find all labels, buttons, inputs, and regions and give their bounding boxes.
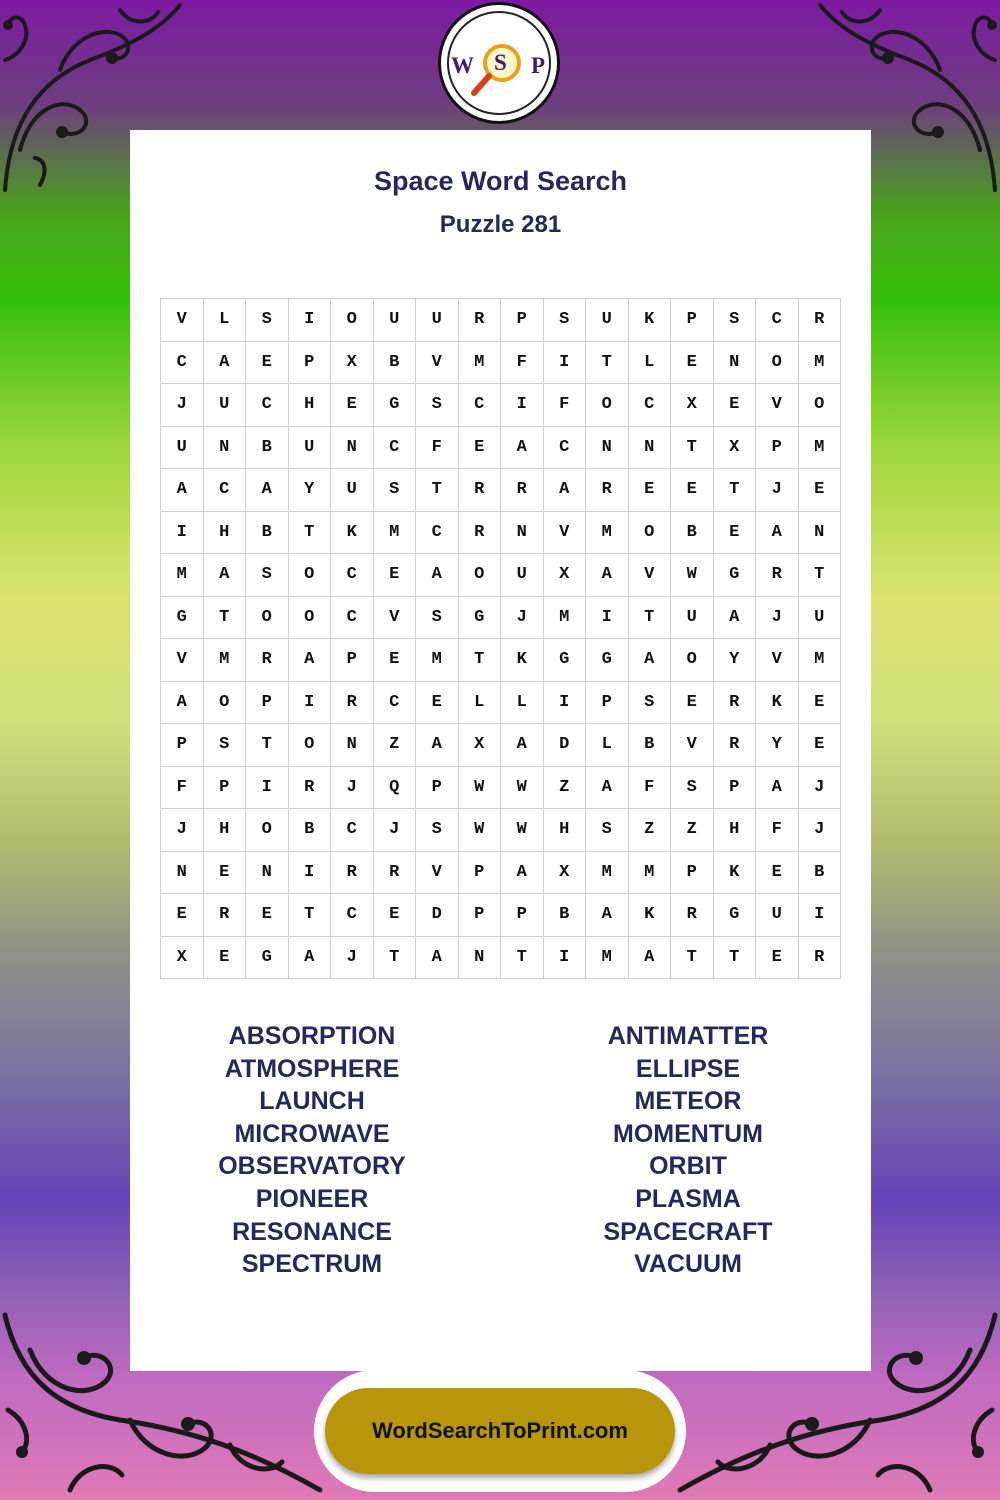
- grid-cell[interactable]: R: [459, 512, 502, 555]
- word-list-item: ABSORPTION: [228, 1022, 396, 1050]
- puzzle-number: Puzzle 281: [439, 211, 562, 238]
- grid-cell[interactable]: T: [416, 469, 459, 512]
- grid-cell[interactable]: T: [501, 937, 544, 980]
- grid-cell[interactable]: A: [204, 554, 247, 597]
- grid-cell[interactable]: B: [289, 809, 332, 852]
- grid-cell[interactable]: S: [586, 809, 629, 852]
- grid-cell[interactable]: P: [246, 682, 289, 725]
- grid-cell[interactable]: T: [586, 342, 629, 385]
- grid-cell[interactable]: E: [629, 469, 672, 512]
- grid-cell[interactable]: C: [246, 384, 289, 427]
- grid-cell[interactable]: E: [416, 682, 459, 725]
- grid-cell[interactable]: G: [544, 639, 587, 682]
- grid-cell[interactable]: V: [416, 342, 459, 385]
- grid-cell[interactable]: L: [586, 724, 629, 767]
- grid-cell[interactable]: B: [246, 512, 289, 555]
- grid-cell[interactable]: A: [586, 554, 629, 597]
- grid-cell[interactable]: P: [756, 427, 799, 470]
- grid-cell[interactable]: A: [544, 469, 587, 512]
- grid-cell[interactable]: J: [374, 809, 417, 852]
- grid-cell[interactable]: O: [629, 512, 672, 555]
- grid-cell[interactable]: R: [331, 682, 374, 725]
- grid-cell[interactable]: J: [331, 937, 374, 980]
- grid-cell[interactable]: V: [544, 512, 587, 555]
- grid-cell[interactable]: S: [204, 724, 247, 767]
- grid-cell[interactable]: Z: [544, 767, 587, 810]
- letter-grid: [160, 298, 841, 979]
- grid-cell[interactable]: N: [331, 427, 374, 470]
- grid-cell[interactable]: R: [459, 469, 502, 512]
- grid-cell[interactable]: P: [459, 852, 502, 895]
- grid-cell[interactable]: M: [204, 639, 247, 682]
- grid-cell[interactable]: S: [714, 299, 757, 342]
- grid-cell[interactable]: R: [459, 299, 502, 342]
- grid-cell[interactable]: C: [459, 384, 502, 427]
- grid-cell[interactable]: C: [629, 384, 672, 427]
- grid-cell[interactable]: V: [756, 639, 799, 682]
- grid-cell[interactable]: S: [246, 554, 289, 597]
- grid-cell[interactable]: R: [799, 937, 842, 980]
- grid-cell[interactable]: C: [331, 597, 374, 640]
- grid-cell[interactable]: C: [544, 427, 587, 470]
- grid-cell[interactable]: K: [629, 299, 672, 342]
- grid-cell[interactable]: R: [714, 682, 757, 725]
- grid-cell[interactable]: C: [161, 342, 204, 385]
- grid-cell[interactable]: U: [586, 299, 629, 342]
- grid-cell[interactable]: R: [289, 767, 332, 810]
- grid-cell[interactable]: E: [204, 937, 247, 980]
- grid-cell[interactable]: A: [416, 554, 459, 597]
- grid-cell[interactable]: K: [501, 639, 544, 682]
- grid-cell[interactable]: J: [756, 469, 799, 512]
- grid-cell[interactable]: F: [544, 384, 587, 427]
- grid-cell[interactable]: E: [756, 852, 799, 895]
- grid-cell[interactable]: P: [714, 767, 757, 810]
- grid-cell[interactable]: G: [161, 597, 204, 640]
- logo-letter-w: W: [451, 53, 474, 78]
- grid-cell[interactable]: U: [204, 384, 247, 427]
- grid-cell[interactable]: J: [161, 809, 204, 852]
- grid-cell[interactable]: N: [586, 427, 629, 470]
- grid-cell[interactable]: J: [161, 384, 204, 427]
- grid-cell[interactable]: S: [416, 384, 459, 427]
- grid-cell[interactable]: F: [756, 809, 799, 852]
- word-list-item: MOMENTUM: [613, 1119, 763, 1148]
- grid-cell[interactable]: K: [629, 894, 672, 937]
- grid-cell[interactable]: J: [331, 767, 374, 810]
- grid-cell[interactable]: Y: [289, 469, 332, 512]
- grid-cell[interactable]: A: [629, 937, 672, 980]
- grid-cell[interactable]: N: [246, 852, 289, 895]
- grid-cell[interactable]: N: [161, 852, 204, 895]
- grid-cell[interactable]: E: [671, 469, 714, 512]
- grid-cell[interactable]: O: [246, 809, 289, 852]
- grid-cell[interactable]: E: [714, 512, 757, 555]
- grid-cell[interactable]: T: [671, 427, 714, 470]
- grid-cell[interactable]: Z: [374, 724, 417, 767]
- grid-cell[interactable]: U: [671, 597, 714, 640]
- grid-cell[interactable]: S: [246, 299, 289, 342]
- grid-cell[interactable]: A: [501, 427, 544, 470]
- grid-cell[interactable]: B: [629, 724, 672, 767]
- grid-cell[interactable]: E: [161, 894, 204, 937]
- grid-cell[interactable]: J: [756, 597, 799, 640]
- grid-cell[interactable]: W: [459, 809, 502, 852]
- site-logo[interactable]: [438, 2, 560, 124]
- grid-cell[interactable]: O: [799, 384, 842, 427]
- page-title: Space Word Search: [373, 166, 628, 196]
- word-list-right: [548, 1020, 828, 1281]
- grid-cell[interactable]: R: [331, 852, 374, 895]
- grid-cell[interactable]: S: [671, 767, 714, 810]
- grid-cell[interactable]: N: [714, 342, 757, 385]
- grid-cell[interactable]: P: [501, 894, 544, 937]
- grid-cell[interactable]: T: [629, 597, 672, 640]
- grid-cell[interactable]: G: [586, 639, 629, 682]
- grid-cell[interactable]: M: [799, 342, 842, 385]
- grid-cell[interactable]: C: [374, 682, 417, 725]
- grid-cell[interactable]: C: [331, 809, 374, 852]
- grid-cell[interactable]: U: [331, 469, 374, 512]
- grid-cell[interactable]: P: [204, 767, 247, 810]
- grid-cell[interactable]: L: [501, 682, 544, 725]
- grid-cell[interactable]: E: [331, 384, 374, 427]
- grid-cell[interactable]: I: [289, 299, 332, 342]
- grid-cell[interactable]: R: [204, 894, 247, 937]
- grid-cell[interactable]: V: [416, 852, 459, 895]
- grid-cell[interactable]: M: [799, 427, 842, 470]
- grid-cell[interactable]: Z: [629, 809, 672, 852]
- grid-cell[interactable]: E: [799, 469, 842, 512]
- word-list-left: [172, 1020, 452, 1281]
- grid-cell[interactable]: A: [629, 639, 672, 682]
- grid-cell[interactable]: Z: [671, 809, 714, 852]
- grid-cell[interactable]: C: [331, 894, 374, 937]
- grid-cell[interactable]: I: [544, 682, 587, 725]
- grid-cell[interactable]: F: [416, 427, 459, 470]
- grid-cell[interactable]: S: [629, 682, 672, 725]
- grid-cell[interactable]: V: [756, 384, 799, 427]
- grid-cell[interactable]: D: [416, 894, 459, 937]
- grid-cell[interactable]: U: [161, 427, 204, 470]
- grid-cell[interactable]: V: [629, 554, 672, 597]
- grid-cell[interactable]: X: [671, 384, 714, 427]
- grid-cell[interactable]: G: [714, 554, 757, 597]
- word-list-item: SPECTRUM: [241, 1250, 383, 1279]
- grid-cell[interactable]: I: [289, 852, 332, 895]
- grid-cell[interactable]: I: [544, 342, 587, 385]
- grid-cell[interactable]: E: [714, 384, 757, 427]
- grid-cell[interactable]: E: [756, 937, 799, 980]
- grid-cell[interactable]: B: [671, 512, 714, 555]
- grid-cell[interactable]: O: [289, 554, 332, 597]
- grid-cell[interactable]: N: [799, 512, 842, 555]
- grid-cell[interactable]: T: [246, 724, 289, 767]
- word-list-item: PLASMA: [635, 1184, 741, 1213]
- word-list-item: ANTIMATTER: [607, 1022, 769, 1050]
- grid-cell[interactable]: E: [671, 682, 714, 725]
- grid-cell[interactable]: A: [161, 469, 204, 512]
- grid-cell[interactable]: M: [161, 554, 204, 597]
- grid-cell[interactable]: V: [161, 639, 204, 682]
- word-list-item: ATMOSPHERE: [224, 1054, 400, 1083]
- word-list-item: LAUNCH: [259, 1087, 365, 1116]
- grid-cell[interactable]: E: [799, 724, 842, 767]
- grid-cell[interactable]: T: [459, 639, 502, 682]
- grid-cell[interactable]: V: [671, 724, 714, 767]
- grid-cell[interactable]: C: [756, 299, 799, 342]
- grid-cell[interactable]: F: [161, 767, 204, 810]
- word-list-item: MICROWAVE: [234, 1119, 390, 1148]
- grid-cell[interactable]: O: [459, 554, 502, 597]
- grid-cell[interactable]: X: [459, 724, 502, 767]
- grid-cell[interactable]: A: [586, 767, 629, 810]
- word-list-item: METEOR: [634, 1087, 742, 1116]
- grid-cell[interactable]: N: [204, 427, 247, 470]
- grid-cell[interactable]: R: [501, 469, 544, 512]
- grid-cell[interactable]: S: [416, 597, 459, 640]
- grid-cell[interactable]: U: [374, 299, 417, 342]
- grid-cell[interactable]: E: [374, 554, 417, 597]
- grid-cell[interactable]: O: [331, 299, 374, 342]
- grid-cell[interactable]: O: [756, 342, 799, 385]
- word-list-item: RESONANCE: [232, 1217, 392, 1246]
- grid-cell[interactable]: N: [629, 427, 672, 470]
- grid-cell[interactable]: L: [629, 342, 672, 385]
- grid-cell[interactable]: T: [374, 937, 417, 980]
- grid-cell[interactable]: E: [204, 852, 247, 895]
- grid-cell[interactable]: O: [204, 682, 247, 725]
- grid-cell[interactable]: T: [799, 554, 842, 597]
- grid-cell[interactable]: J: [501, 597, 544, 640]
- grid-cell[interactable]: W: [459, 767, 502, 810]
- grid-cell[interactable]: Y: [714, 639, 757, 682]
- grid-cell[interactable]: A: [161, 682, 204, 725]
- grid-cell[interactable]: J: [799, 809, 842, 852]
- grid-cell[interactable]: H: [204, 512, 247, 555]
- word-list-item: ELLIPSE: [635, 1054, 741, 1083]
- grid-cell[interactable]: B: [374, 342, 417, 385]
- grid-cell[interactable]: I: [586, 597, 629, 640]
- grid-cell[interactable]: P: [671, 299, 714, 342]
- grid-cell[interactable]: M: [544, 597, 587, 640]
- grid-cell[interactable]: I: [799, 894, 842, 937]
- grid-cell[interactable]: Y: [756, 724, 799, 767]
- grid-cell[interactable]: E: [374, 894, 417, 937]
- grid-cell[interactable]: B: [246, 427, 289, 470]
- grid-cell[interactable]: C: [204, 469, 247, 512]
- grid-cell[interactable]: M: [374, 512, 417, 555]
- logo-letter-p: P: [531, 53, 546, 78]
- grid-cell[interactable]: K: [331, 512, 374, 555]
- grid-cell[interactable]: E: [671, 342, 714, 385]
- grid-cell[interactable]: B: [799, 852, 842, 895]
- grid-cell[interactable]: V: [374, 597, 417, 640]
- grid-cell[interactable]: P: [459, 894, 502, 937]
- grid-cell[interactable]: G: [714, 894, 757, 937]
- grid-cell[interactable]: U: [501, 554, 544, 597]
- grid-cell[interactable]: N: [459, 937, 502, 980]
- grid-cell[interactable]: L: [204, 299, 247, 342]
- grid-cell[interactable]: W: [501, 809, 544, 852]
- grid-cell[interactable]: T: [714, 937, 757, 980]
- grid-cell[interactable]: P: [416, 767, 459, 810]
- grid-cell[interactable]: R: [586, 469, 629, 512]
- grid-cell[interactable]: M: [586, 512, 629, 555]
- word-list-item: SPACECRAFT: [603, 1217, 773, 1246]
- word-list-item: OBSERVATORY: [218, 1152, 406, 1181]
- grid-cell[interactable]: T: [289, 512, 332, 555]
- grid-cell[interactable]: A: [714, 597, 757, 640]
- grid-cell[interactable]: O: [671, 639, 714, 682]
- grid-cell[interactable]: I: [544, 937, 587, 980]
- grid-cell[interactable]: E: [799, 682, 842, 725]
- grid-cell[interactable]: G: [246, 937, 289, 980]
- grid-cell[interactable]: M: [416, 639, 459, 682]
- grid-cell[interactable]: A: [501, 852, 544, 895]
- grid-cell[interactable]: Q: [374, 767, 417, 810]
- grid-cell[interactable]: M: [586, 937, 629, 980]
- grid-cell[interactable]: R: [246, 639, 289, 682]
- logo-letter-s: S: [494, 50, 507, 75]
- grid-cell[interactable]: A: [416, 937, 459, 980]
- grid-cell[interactable]: A: [246, 469, 289, 512]
- grid-cell[interactable]: K: [756, 682, 799, 725]
- grid-cell[interactable]: I: [289, 682, 332, 725]
- grid-cell[interactable]: R: [374, 852, 417, 895]
- grid-cell[interactable]: E: [246, 342, 289, 385]
- grid-cell[interactable]: A: [501, 724, 544, 767]
- grid-cell[interactable]: V: [161, 299, 204, 342]
- grid-cell[interactable]: C: [331, 554, 374, 597]
- grid-cell[interactable]: X: [714, 427, 757, 470]
- grid-cell[interactable]: H: [544, 809, 587, 852]
- puzzle-panel: [130, 130, 871, 1371]
- grid-cell[interactable]: O: [586, 384, 629, 427]
- grid-cell[interactable]: A: [756, 512, 799, 555]
- grid-cell[interactable]: I: [161, 512, 204, 555]
- grid-cell[interactable]: E: [246, 894, 289, 937]
- grid-cell[interactable]: W: [671, 554, 714, 597]
- grid-cell[interactable]: P: [161, 724, 204, 767]
- grid-cell[interactable]: S: [374, 469, 417, 512]
- grid-cell[interactable]: G: [374, 384, 417, 427]
- word-list-item: PIONEER: [255, 1184, 369, 1213]
- grid-cell[interactable]: U: [756, 894, 799, 937]
- grid-cell[interactable]: A: [586, 894, 629, 937]
- grid-cell[interactable]: P: [586, 682, 629, 725]
- grid-cell[interactable]: N: [501, 512, 544, 555]
- grid-cell[interactable]: A: [289, 937, 332, 980]
- grid-cell[interactable]: N: [331, 724, 374, 767]
- grid-cell[interactable]: H: [714, 809, 757, 852]
- grid-cell[interactable]: M: [586, 852, 629, 895]
- grid-cell[interactable]: A: [756, 767, 799, 810]
- grid-cell[interactable]: P: [289, 342, 332, 385]
- grid-cell[interactable]: C: [374, 427, 417, 470]
- grid-cell[interactable]: O: [289, 597, 332, 640]
- grid-cell[interactable]: K: [714, 852, 757, 895]
- grid-cell[interactable]: X: [544, 852, 587, 895]
- grid-cell[interactable]: I: [246, 767, 289, 810]
- grid-cell[interactable]: O: [289, 724, 332, 767]
- grid-cell[interactable]: O: [246, 597, 289, 640]
- grid-cell[interactable]: T: [714, 469, 757, 512]
- grid-cell[interactable]: M: [799, 639, 842, 682]
- grid-cell[interactable]: G: [459, 597, 502, 640]
- grid-cell[interactable]: X: [161, 937, 204, 980]
- grid-cell[interactable]: U: [799, 597, 842, 640]
- grid-cell[interactable]: J: [799, 767, 842, 810]
- grid-cell[interactable]: S: [416, 809, 459, 852]
- grid-cell[interactable]: R: [756, 554, 799, 597]
- grid-cell[interactable]: R: [799, 299, 842, 342]
- grid-cell[interactable]: T: [671, 937, 714, 980]
- grid-cell[interactable]: E: [374, 639, 417, 682]
- grid-cell[interactable]: E: [459, 427, 502, 470]
- grid-cell[interactable]: W: [501, 767, 544, 810]
- grid-cell[interactable]: U: [289, 427, 332, 470]
- grid-cell[interactable]: U: [416, 299, 459, 342]
- grid-cell[interactable]: H: [204, 809, 247, 852]
- word-list-item: ORBIT: [649, 1152, 727, 1181]
- grid-cell[interactable]: X: [544, 554, 587, 597]
- grid-cell[interactable]: M: [459, 342, 502, 385]
- grid-cell[interactable]: L: [459, 682, 502, 725]
- grid-cell[interactable]: M: [629, 852, 672, 895]
- grid-cell[interactable]: T: [204, 597, 247, 640]
- grid-cell[interactable]: S: [544, 299, 587, 342]
- grid-cell[interactable]: X: [331, 342, 374, 385]
- grid-cell[interactable]: A: [289, 639, 332, 682]
- grid-cell[interactable]: A: [204, 342, 247, 385]
- grid-cell[interactable]: C: [416, 512, 459, 555]
- grid-cell[interactable]: I: [501, 384, 544, 427]
- grid-cell[interactable]: F: [501, 342, 544, 385]
- grid-cell[interactable]: A: [416, 724, 459, 767]
- grid-cell[interactable]: F: [629, 767, 672, 810]
- grid-cell[interactable]: P: [501, 299, 544, 342]
- grid-cell[interactable]: B: [544, 894, 587, 937]
- footer-badge: [314, 1370, 686, 1492]
- grid-cell[interactable]: D: [544, 724, 587, 767]
- grid-cell[interactable]: P: [671, 852, 714, 895]
- grid-cell[interactable]: H: [289, 384, 332, 427]
- grid-cell[interactable]: T: [289, 894, 332, 937]
- grid-cell[interactable]: R: [671, 894, 714, 937]
- grid-cell[interactable]: R: [714, 724, 757, 767]
- grid-cell[interactable]: P: [331, 639, 374, 682]
- site-link-button[interactable]: WordSearchToPrint.com: [325, 1388, 675, 1474]
- word-list-item: VACUUM: [634, 1250, 742, 1279]
